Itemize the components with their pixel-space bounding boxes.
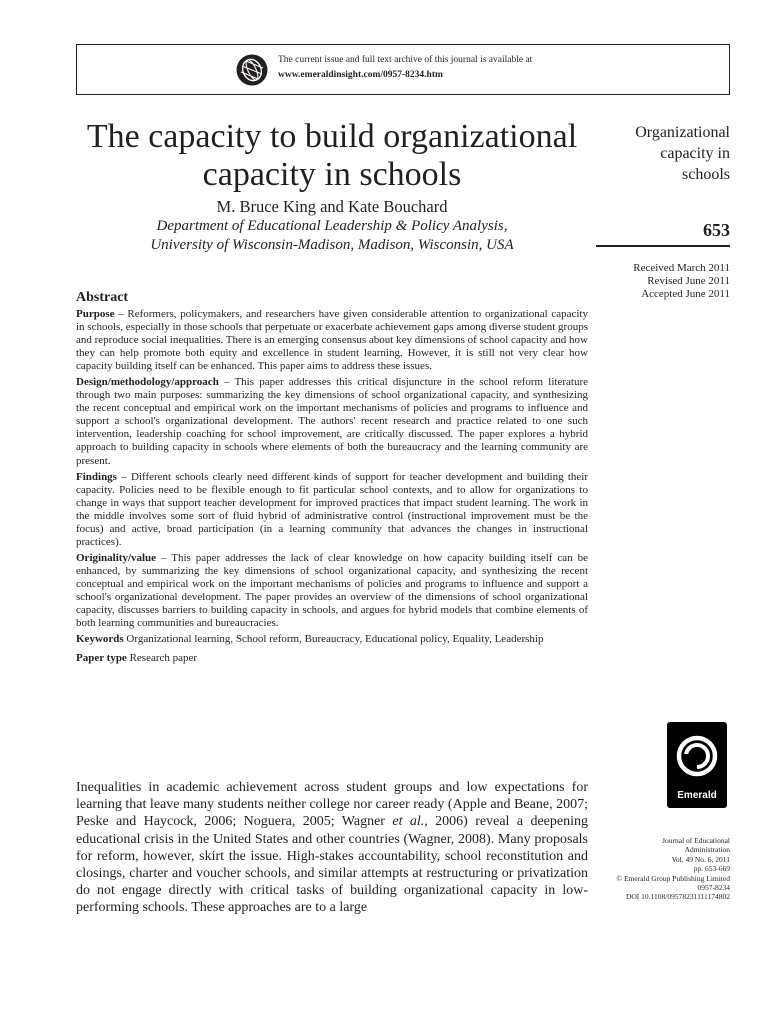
paper-type-text: Research paper bbox=[126, 652, 198, 665]
journal-availability-note bbox=[278, 53, 532, 83]
availability-line: The current issue and full text archive of this journal is available at bbox=[278, 55, 533, 65]
abstract-originality bbox=[76, 552, 588, 630]
abstract-purpose bbox=[76, 308, 588, 373]
abstract-keywords bbox=[76, 633, 588, 646]
journal-name-line: Administration bbox=[684, 845, 730, 855]
body-text-part: Inequalities in academic achievement across student groups and low expectations for learning that leave many students neither college nor career ready (Apple and Beane, 2007; Peske and Haycock, 2006; Noguera, 2005; Wagner bbox=[76, 780, 588, 830]
abstract-section bbox=[76, 289, 588, 671]
article-history-dates bbox=[596, 262, 730, 301]
findings-label: Findings bbox=[76, 470, 117, 483]
design-text: – This paper addresses this critical disjuncture in the school reform literature through two main purposes: summarizing the key dimensions of school organizational capacity, and synthesizing the recent conceptual and empirical work on the important mechanisms of policies and programs to influence and support a school's organizational development. The authors' recent research and practice related to one such intervention, leadership coaching for school improvement, are critically discussed. The paper explores a hybrid approach to building capacity in schools where elements of both the bureaucracy and the learning community are present. bbox=[76, 376, 588, 467]
accepted-date: Accepted June 2011 bbox=[641, 288, 730, 300]
author-affiliation bbox=[76, 217, 588, 255]
body-etal: et al. bbox=[392, 814, 425, 830]
running-title bbox=[596, 122, 730, 185]
body-paragraph bbox=[76, 779, 588, 917]
running-title-line: Organizational bbox=[635, 124, 730, 141]
sidebar-divider bbox=[596, 245, 730, 247]
running-title-line: capacity in bbox=[660, 145, 730, 162]
journal-citation-info bbox=[590, 836, 730, 902]
revised-date: Revised June 2011 bbox=[647, 275, 730, 287]
design-label: Design/methodology/approach bbox=[76, 376, 219, 389]
journal-copyright: © Emerald Group Publishing Limited bbox=[616, 873, 730, 883]
purpose-label: Purpose bbox=[76, 308, 115, 320]
article-authors: M. Bruce King and Kate Bouchard bbox=[216, 197, 448, 216]
journal-volume: Vol. 49 No. 6, 2011 bbox=[671, 854, 730, 864]
purpose-text: – Reformers, policymakers, and researchers have given considerable attention to organizational capacity in schools, especially in those schools that perpetuate or exacerbate achievement gaps among diverse student groups and reproduce social inequalities. There is an emerging consensus about key dimensions of school capacity and how they can help promote both equity and excellence in student learning. However, it is still not very clear how capacity building itself can be enhanced. This paper aims to address these issues. bbox=[76, 308, 588, 373]
abstract-design bbox=[76, 376, 588, 467]
journal-issn: 0957-8234 bbox=[697, 883, 730, 893]
abstract-paper-type bbox=[76, 652, 588, 665]
keywords-text: Organizational learning, School reform, Bureaucracy, Educational policy, Equality, Leadership bbox=[123, 633, 544, 646]
page-number: 653 bbox=[703, 220, 730, 240]
keywords-label: Keywords bbox=[76, 633, 124, 646]
affiliation-line: Department of Educational Leadership & Policy Analysis, bbox=[156, 218, 508, 234]
originality-label: Originality/value bbox=[76, 551, 157, 564]
paper-type-label: Paper type bbox=[76, 652, 127, 665]
abstract-findings bbox=[76, 471, 588, 549]
globe-icon bbox=[236, 54, 268, 86]
body-text-part: , 2006) reveal a deepening educational crisis in the United States and other countries (Wagner, 2008). Many proposals for reform, however, skirt the issue. High-stakes accountability, school reconstitution and closings, charter and voucher schools, and similar attempts at restructuring or privatization do not engage directly with critical tasks of building organizational capacity in low-performing schools. These approaches are to a large bbox=[76, 814, 588, 916]
journal-name-line: Journal of Educational bbox=[662, 836, 730, 845]
article-title: The capacity to build organizational capacity in schools bbox=[86, 118, 578, 193]
affiliation-line: University of Wisconsin-Madison, Madison, Wisconsin, USA bbox=[150, 237, 514, 253]
journal-url-link[interactable]: www.emeraldinsight.com/0957-8234.htm bbox=[278, 70, 443, 80]
running-title-line: schools bbox=[682, 166, 730, 183]
received-date: Received March 2011 bbox=[633, 262, 730, 274]
journal-doi: DOI 10.1108/09578231111174802 bbox=[625, 892, 730, 902]
abstract-heading: Abstract bbox=[76, 290, 129, 305]
originality-text: – This paper addresses the lack of clear knowledge on how capacity building itself can be enhanced, by summarizing the key dimensions of school organizational capacity, and synthesizing the recent conceptual and empirical work on the important mechanisms of policies and programs to influence and support a school's organizational development. The paper provides an overview of the dimensions of school organizational capacity, discusses barriers to building capacity in schools, and argues for hybrid models that combine elements of both learning communities and bureaucracies. bbox=[76, 551, 588, 630]
journal-pages: pp. 653-669 bbox=[693, 864, 730, 874]
publisher-logo-label: Emerald bbox=[677, 790, 717, 801]
findings-text: – Different schools clearly need different kinds of support for teacher development and building their capacity. Policies need to be flexible enough to fit particular school contexts, and to allow for organizations to change in ways that support teacher development for improved practices that impact student learning. The work in the middle involves some sort of fluid hybrid of administrative control (instructional improvement must be the focus) and active, broad participation (in a learning community that advances the changes in instructional practices). bbox=[76, 470, 588, 548]
